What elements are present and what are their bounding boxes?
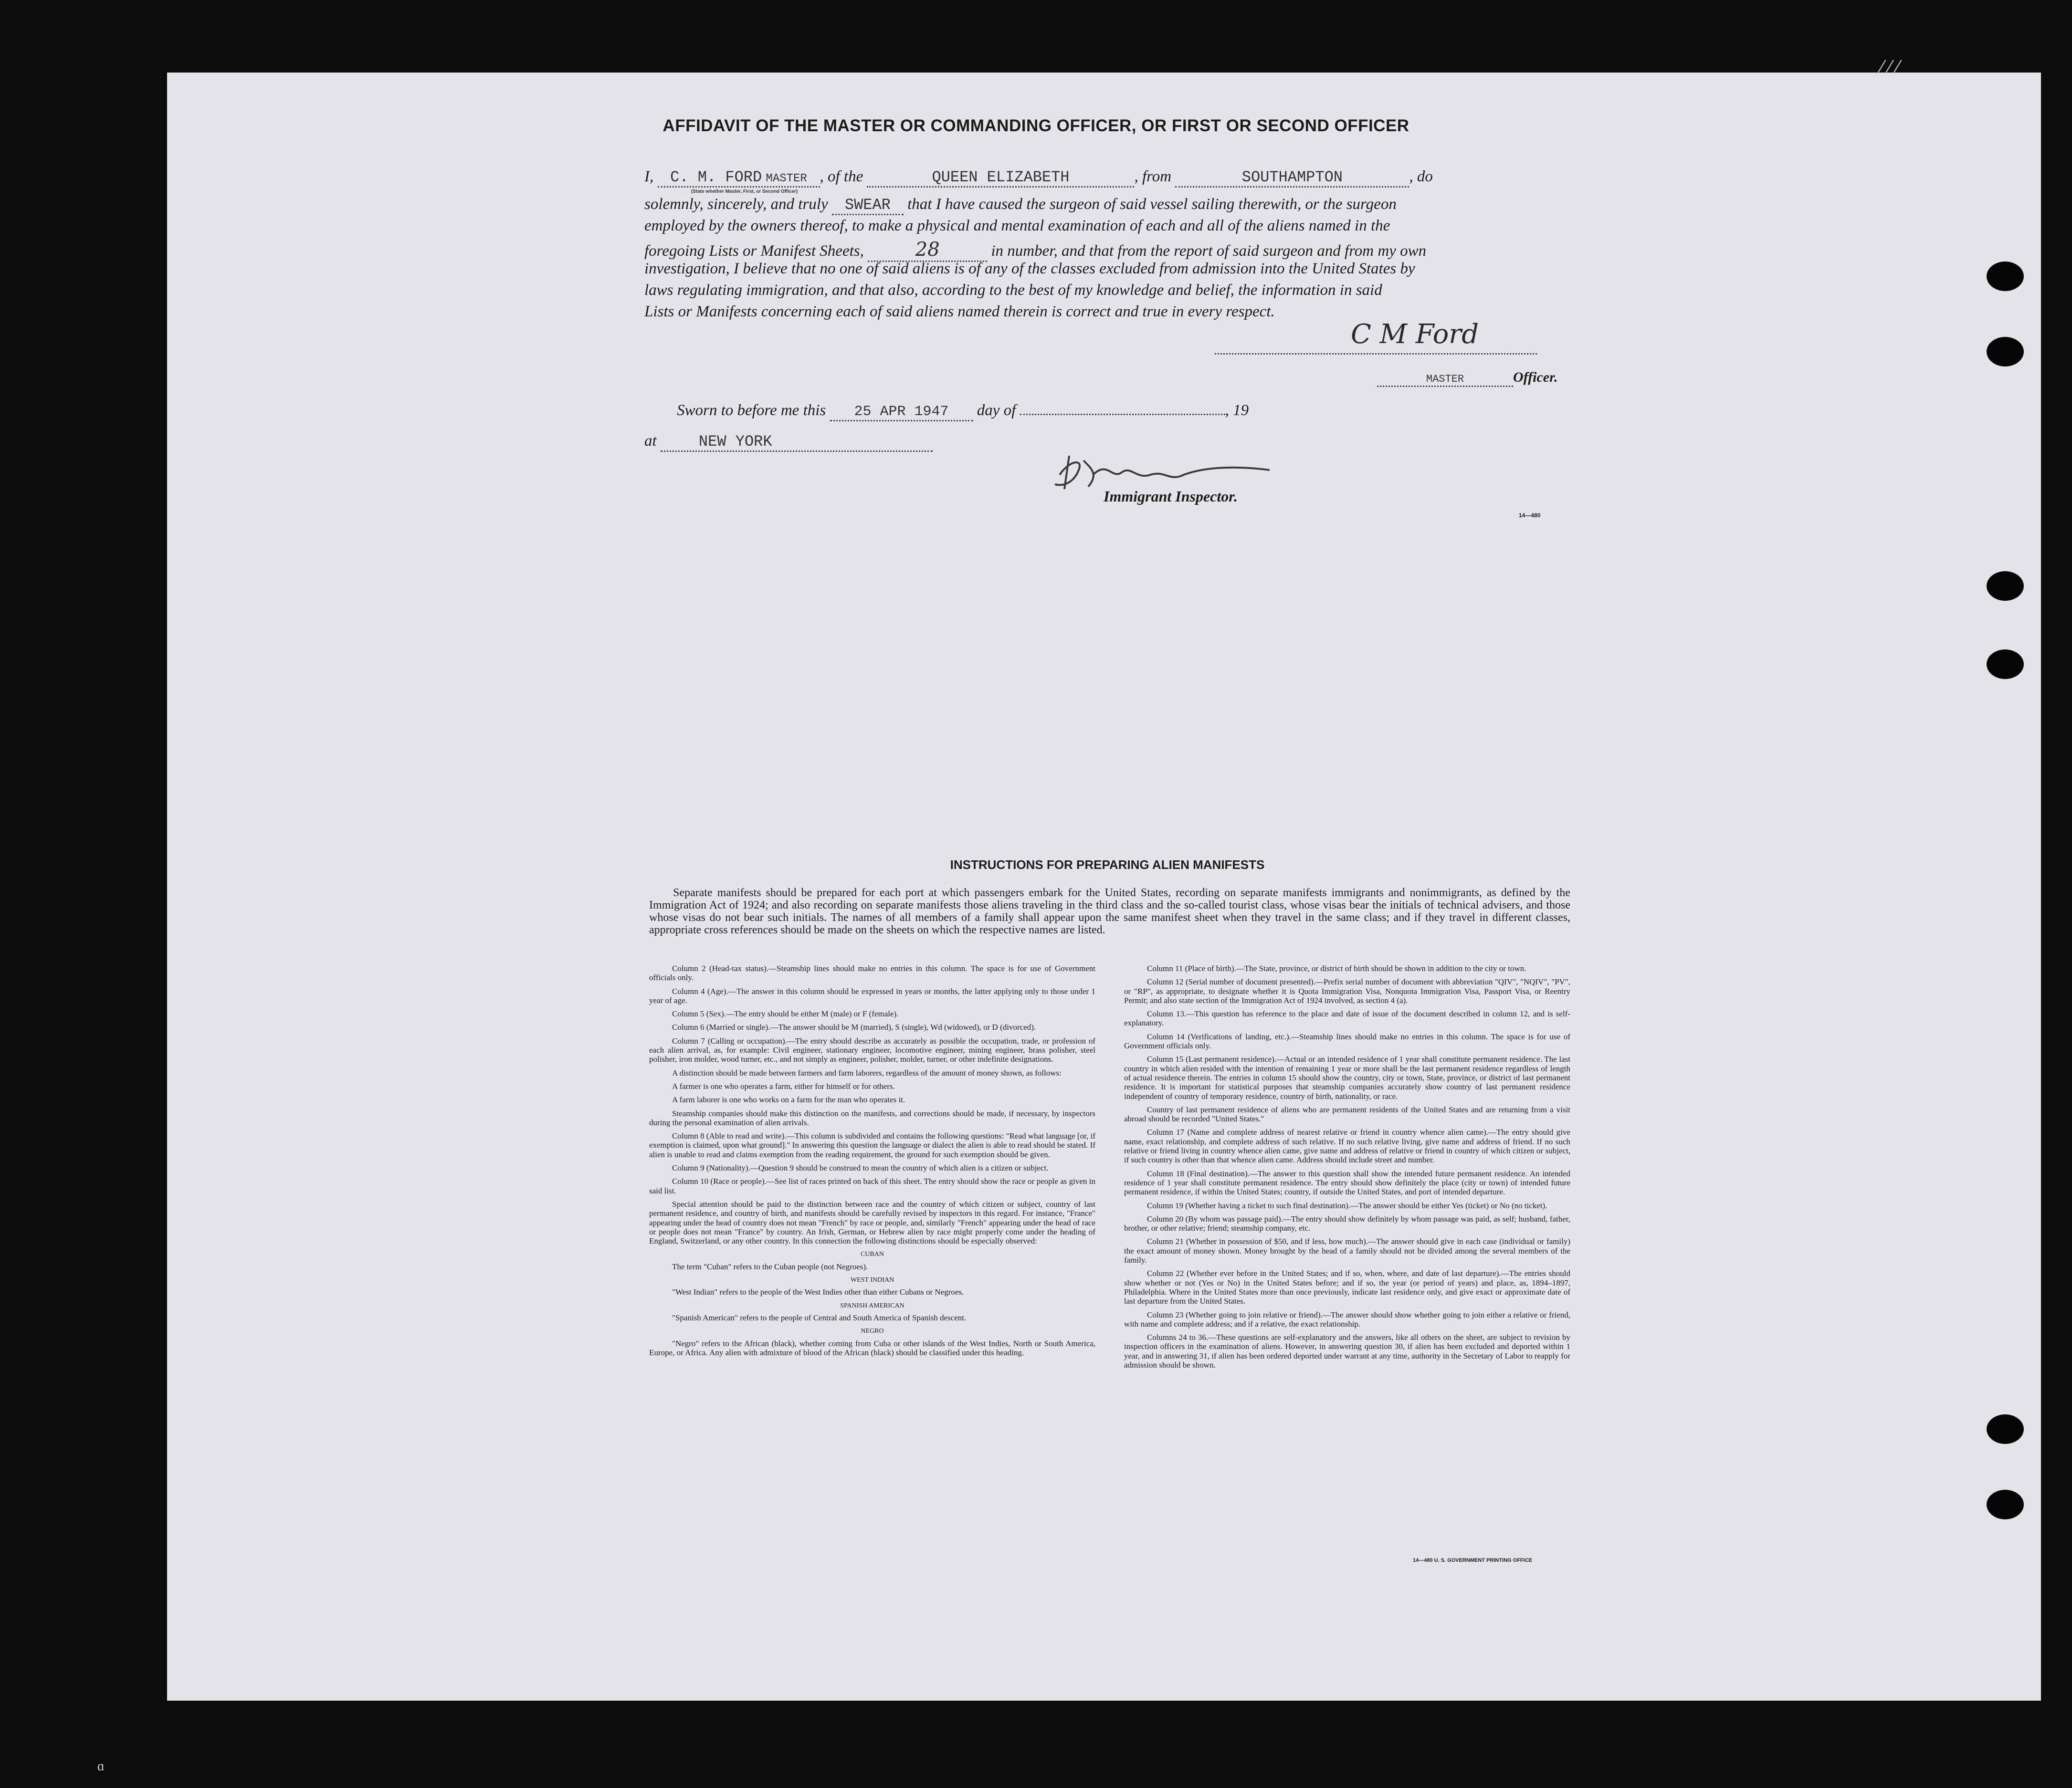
affidavit-line-3: employed by the owners thereof, to make a physical and mental examination of each and all of the aliens named in the [644, 217, 1390, 234]
affidavit-line-6: laws regulating immigration, and that also, according to the best of my knowledge and belief, the information in said [644, 282, 1382, 299]
officer-name-field: C. M. FORD MASTER [658, 168, 820, 188]
instructions-left-column [649, 964, 1095, 1361]
instruction-paragraph: Column 10 (Race or people).—See list of races printed on back of this sheet. The entry should show the race or people as given in said list. [649, 1177, 1095, 1195]
instruction-paragraph: Column 6 (Married or single).—The answer should be M (married), S (single), Wd (widowed), or D (divorced). [672, 1023, 1036, 1032]
inspector-label: Immigrant Inspector. [1104, 488, 1238, 505]
punch-hole [1987, 571, 2024, 601]
instruction-paragraph: The term "Cuban" refers to the Cuban people (not Negroes). [672, 1262, 868, 1271]
instruction-paragraph: Column 2 (Head-tax status).—Steamship lines should make no entries in this column. The space is for use of Government officials only. [649, 964, 1095, 983]
sheet-count-field: 28 [868, 239, 987, 262]
instruction-paragraph: Column 15 (Last permanent residence).—Actual or an intended residence of 1 year shall constitute permanent residence. The last country in which alien resided with the intention of remaining 1 year or more shall be the last permanent residence regardless of length of actual residence therein. The entries in column 15 should show the country, city or town, State, province, or district of last permanent residence. It is important for statistical purposes that steamship companies accurately show country of last permanent residence independent of country of temporary residence, country of birth, nationality, or race. [1124, 1055, 1570, 1101]
instruction-paragraph: A distinction should be made between farmers and farm laborers, regardless of the amount of money shown, as follows: [672, 1068, 1062, 1077]
section-heading: WEST INDIAN [850, 1276, 894, 1284]
rank-note: (State whether Master, First, or Second Officer) [691, 189, 798, 194]
instruction-paragraph: A farmer is one who operates a farm, either for himself or for others. [672, 1081, 895, 1091]
punch-hole [1987, 261, 2024, 291]
instruction-paragraph: Column 22 (Whether ever before in the United States; and if so, when, where, and date of last departure).—The entries should show whether or not (Yes or No) in the United States before; and if so, the year (or period of years) and place, as, 1894–1897, Philadelphia. Where in the United States more than once previously, indicate last residence only, and give exact or approximate date of last departure from the United States. [1124, 1269, 1570, 1306]
sworn-line: Sworn to before me this 25 APR 1947 day of , 19 [677, 402, 1297, 421]
instruction-paragraph: Column 8 (Able to read and write).—This column is subdivided and contains the following questions: "Read what language [or, if exemption is claimed, upon what ground]." In answering this question the language or dialect the alien is able to read should be stated. If alien is unable to read and claims exemption from the reading requirement, the ground for such exemption should be given. [649, 1131, 1095, 1159]
punch-hole [1987, 1490, 2024, 1519]
instructions-right-column [1124, 964, 1570, 1374]
instructions-intro: Separate manifests should be prepared for each port at which passengers embark for the United States, recording on separate manifests immigrants and nonimmigrants, as defined by the Immigration Act of 1924; and also recording on separate manifests those aliens traveling in the third class and the so-called tourist class, whose visas bear the initials of technical advisers, and those whose visas do not bear such initials. The names of all members of a family shall appear upon the same manifest sheet when they travel in the same class; and if they travel in different classes, appropriate cross references should be made on the sheets on which the respective names are listed. [649, 887, 1570, 936]
affidavit-line-2: solemnly, sincerely, and truly SWEAR that I have caused the surgeon of said vessel sailing therewith, or the surgeon [644, 196, 1570, 215]
oath-field: SWEAR [832, 196, 904, 215]
affidavit-line-4: foregoing Lists or Manifest Sheets, 28 in number, and that from the report of said surgeon and from my own [644, 239, 1570, 262]
instructions-title: INSTRUCTIONS FOR PREPARING ALIEN MANIFESTS [950, 857, 1265, 872]
instruction-paragraph: "Negro" refers to the African (black), whether coming from Cuba or other islands of the West Indies, North or South America, Europe, or Africa. Any alien with admixture of blood of the African (black) should be classified under this heading. [649, 1338, 1095, 1357]
master-signature: C M Ford [1351, 319, 1479, 350]
vessel-field: QUEEN ELIZABETH [867, 168, 1134, 188]
instruction-paragraph: Column 4 (Age).—The answer in this column should be expressed in years or months, the latter applying only to those under 1 year of age. [649, 986, 1095, 1005]
instruction-paragraph: Column 11 (Place of birth).—The State, province, or district of birth should be shown in addition to the city or town. [1147, 964, 1526, 973]
section-heading: SPANISH AMERICAN [840, 1302, 905, 1309]
place-field: NEW YORK [661, 432, 933, 452]
instruction-paragraph: Column 9 (Nationality).—Question 9 should be construed to mean the country of which alien is a citizen or subject. [672, 1163, 1049, 1173]
instruction-paragraph: Special attention should be paid to the distinction between race and the country of which citizen or subject, country of last permanent residence, and country of birth, and manifests should be carefully revised by inspectors in this regard. For instance, "France" appearing under the head of country does not mean "French" by race or people, and, similarly "French" appearing under the head of race or people does not mean "France" by country. An Irish, German, or Hebrew alien by race might properly come under the heading of England, Switzerland, or any other country. In this connection the following distinctions should be especially observed: [649, 1199, 1095, 1246]
punch-hole [1987, 337, 2024, 366]
instruction-paragraph: Column 12 (Serial number of document presented).—Prefix serial number of document with abbreviation "QIV", "NQIV", "PV", or "RP", as appropriate, to designate whether it is Quota Immigration Visa, Nonquota Immigration Visa, Passport Visa, or Reentry Permit; and also state section of the Immigration Act of 1924 involved, as section 4 (a). [1124, 977, 1570, 1005]
affidavit-title: AFFIDAVIT OF THE MASTER OR COMMANDING OFFICER, OR FIRST OR SECOND OFFICER [663, 116, 1409, 135]
instruction-paragraph: Column 19 (Whether having a ticket to such final destination).—The answer should be either Yes (ticket) or No (no ticket). [1147, 1201, 1547, 1210]
affidavit-line-5: investigation, I believe that no one of said aliens is of any of the classes excluded from admission into the United States by [644, 260, 1415, 277]
sworn-date-stamp: 25 APR 1947 [830, 402, 973, 421]
corner-marking: ⁄ ⁄ ⁄ [1881, 57, 1899, 76]
instruction-paragraph: Column 5 (Sex).—The entry should be either M (male) or F (female). [672, 1009, 899, 1019]
punch-hole [1987, 1414, 2024, 1444]
instruction-paragraph: "West Indian" refers to the people of the West Indies other than either Cubans or Negroes. [672, 1287, 964, 1297]
scan-artifact: ɑ [97, 1759, 105, 1774]
instruction-paragraph: Country of last permanent residence of aliens who are permanent residents of the United States and are returning from a visit abroad should be recorded "United States." [1124, 1105, 1570, 1124]
port-field: SOUTHAMPTON [1175, 168, 1409, 188]
instruction-paragraph: Column 18 (Final destination).—The answer to this question shall show the intended future permanent residence. An intended residence of 1 year shall constitute permanent residence. The entry should show definitely the place (city or town) of intended future permanent residence, if within the United States; country, if outside the United States, and port of intended departure. [1124, 1169, 1570, 1197]
signature-line [1215, 353, 1537, 355]
instruction-paragraph: Column 21 (Whether in possession of $50, and if less, how much).—The answer should give in each case (individual or family) the exact amount of money shown. Money brought by the head of a family should not be divided among the several members of the family. [1124, 1237, 1570, 1265]
sworn-place-line: at NEW YORK [644, 432, 978, 452]
affidavit-line-1: I, C. M. FORD MASTER , of the QUEEN ELIZABETH , from SOUTHAMPTON , do [644, 168, 1570, 188]
affidavit-line-7: Lists or Manifests concerning each of said aliens named therein is correct and true in every respect. [644, 303, 1275, 320]
instruction-paragraph: Column 20 (By whom was passage paid).—The entry should show definitely by whom passage was paid, as self; husband, father, brother, or other relative; friend; steamship company, etc. [1124, 1214, 1570, 1233]
instruction-paragraph: Column 13.—This question has reference to the place and date of issue of the document described in column 12, and is self-explanatory. [1124, 1009, 1570, 1028]
instruction-paragraph: A farm laborer is one who works on a farm for the man who operates it. [672, 1095, 905, 1105]
form-code: 14—480 [1519, 512, 1541, 519]
section-heading: NEGRO [861, 1328, 884, 1335]
instruction-paragraph: Column 23 (Whether going to join relative or friend).—The answer should show whether going to join either a relative or friend, with name and complete address; and if a relative, the exact relationship. [1124, 1310, 1570, 1328]
instruction-paragraph: Steamship companies should make this distinction on the manifests, and corrections should be made, if necessary, by inspectors during the personal examination of alien arrivals. [649, 1108, 1095, 1127]
svg-text:G Kerr: G Kerr [1041, 441, 1042, 442]
punch-hole [1987, 649, 2024, 679]
instruction-paragraph: Columns 24 to 36.—These questions are self-explanatory and the answers, like all others on the sheet, are subject to revision by inspection officers in the examination of aliens. However, in answering question 30, if alien has been excluded and deported within 1 year, and in answering 31, if alien has been ordered deported under warrant at any time, authority in the Secretary of Labor to reapply for admission should be shown. [1124, 1333, 1570, 1370]
instruction-paragraph: "Spanish American" refers to the people of Central and South America of Spanish descent. [672, 1313, 967, 1322]
officer-title-line: MASTER Officer. [1377, 369, 1558, 387]
instruction-paragraph: Column 14 (Verifications of landing, etc.).—Steamship lines should make no entries in this column. The space is for use of Government officials only. [1124, 1032, 1570, 1051]
section-heading: CUBAN [860, 1251, 884, 1258]
instruction-paragraph: Column 7 (Calling or occupation).—The entry should describe as accurately as possible the occupation, trade, or profession of each alien arrival, as, for example: Civil engineer, stationary engineer, locomotive engineer, mining engineer, brass polisher, steel polisher, iron molder, wood turner, etc., and not simply as engineer, polisher, molder, turner, or other indefinite designations. [649, 1036, 1095, 1064]
printing-office-code: 14—480 U. S. GOVERNMENT PRINTING OFFICE [1413, 1558, 1532, 1563]
instruction-paragraph: Column 17 (Name and complete address of nearest relative or friend in country whence alien came).—The entry should give name, exact relationship, and complete address of such relative. If no such relative living, give name and address of friend. If no such relative or friend living in country whence alien came, give name and address of relative or friend in country of which citizen or subject, if such country is other than that whence alien came. Address should include street and number. [1124, 1128, 1570, 1165]
